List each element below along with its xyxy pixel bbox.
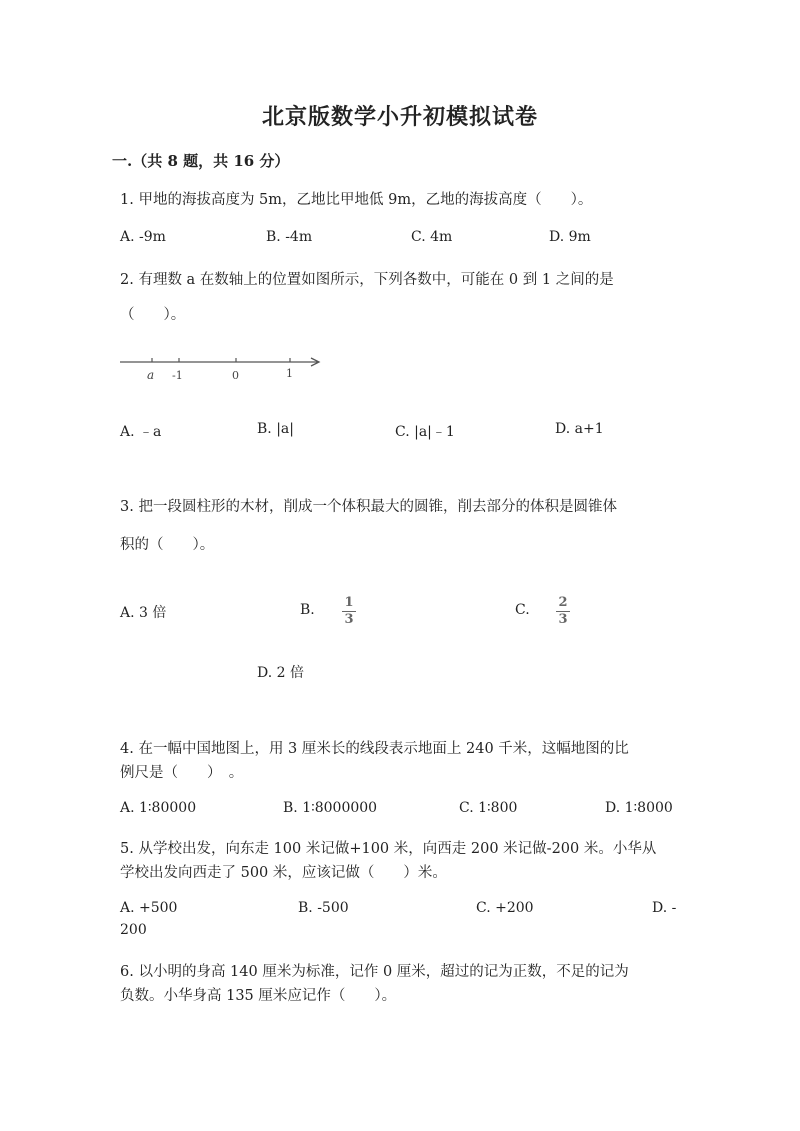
- question-6-text-line1: 6. 以小明的身高 140 厘米为标准，记作 0 厘米，超过的记为正数，不足的记为: [120, 964, 629, 980]
- question-4-text-line2: 例尺是（ ） 。: [120, 765, 244, 781]
- fraction-b-numerator: 1: [344, 595, 354, 610]
- number-line-label-1: 1: [286, 367, 293, 380]
- question-2-option-c[interactable]: C. |a|﹣1: [395, 424, 455, 440]
- question-1-option-b[interactable]: B. -4m: [266, 229, 313, 245]
- question-3-fraction-c: [556, 596, 570, 627]
- question-4-option-a[interactable]: A. 1∶80000: [120, 800, 197, 816]
- question-6-text-line2: 负数。小华身高 135 厘米应记作（ ）。: [120, 988, 397, 1004]
- question-5-option-c[interactable]: C. +200: [476, 900, 534, 916]
- question-1-option-a[interactable]: A. -9m: [120, 229, 166, 245]
- number-line-figure: [110, 352, 330, 386]
- question-5-text-line1: 5. 从学校出发，向东走 100 米记做+100 米，向西走 200 米记做-200 米。小华从: [120, 841, 657, 857]
- fraction-b-denominator: 3: [344, 612, 354, 627]
- question-5-option-d-wrap: 200: [120, 922, 147, 938]
- question-3-text-line1: 3. 把一段圆柱形的木材，削成一个体积最大的圆锥，削去部分的体积是圆锥体: [120, 499, 617, 515]
- question-3-option-d[interactable]: D. 2 倍: [257, 665, 304, 681]
- question-1-option-d[interactable]: D. 9m: [549, 229, 591, 245]
- fraction-c-denominator: 3: [558, 612, 568, 627]
- question-4-option-b[interactable]: B. 1∶8000000: [283, 800, 378, 816]
- question-5-option-a[interactable]: A. +500: [120, 900, 178, 916]
- fraction-c-numerator: 2: [558, 595, 568, 610]
- page-title: 北京版数学小升初模拟试卷: [261, 104, 538, 130]
- question-2-text-line2: （ ）。: [120, 307, 186, 323]
- question-5-text-line2: 学校出发向西走了 500 米，应该记做（ ）米。: [120, 865, 447, 881]
- question-4-option-c[interactable]: C. 1∶800: [459, 800, 518, 816]
- question-3-option-a[interactable]: A. 3 倍: [120, 605, 167, 621]
- question-3-option-c[interactable]: C.: [515, 602, 530, 618]
- question-4-option-d[interactable]: D. 1∶8000: [605, 800, 673, 816]
- question-2-option-d[interactable]: D. a+1: [555, 421, 604, 437]
- question-3-text-line2: 积的（ ）。: [120, 537, 215, 553]
- question-1-text: 1. 甲地的海拔高度为 5m，乙地比甲地低 9m，乙地的海拔高度（ ）。: [120, 192, 593, 208]
- question-2-option-b[interactable]: B. |a|: [257, 421, 294, 437]
- number-line-label-a: a: [147, 368, 155, 382]
- number-line-label-neg1: -1: [172, 369, 183, 382]
- question-4-text-line1: 4. 在一幅中国地图上，用 3 厘米长的线段表示地面上 240 千米，这幅地图的比: [120, 741, 629, 757]
- question-3-fraction-b: [342, 596, 356, 627]
- question-2-text-line1: 2. 有理数 a 在数轴上的位置如图所示，下列各数中，可能在 0 到 1 之间的是: [120, 272, 614, 288]
- question-2-option-a[interactable]: A. ﹣a: [120, 424, 162, 440]
- question-1-option-c[interactable]: C. 4m: [411, 229, 453, 245]
- question-3-option-b[interactable]: B.: [300, 602, 315, 618]
- question-5-option-d[interactable]: D. -: [652, 900, 677, 916]
- section-header: 一.（共 8 题，共 16 分）: [112, 152, 290, 170]
- question-5-option-b[interactable]: B. -500: [298, 900, 349, 916]
- number-line-label-0: 0: [232, 369, 239, 382]
